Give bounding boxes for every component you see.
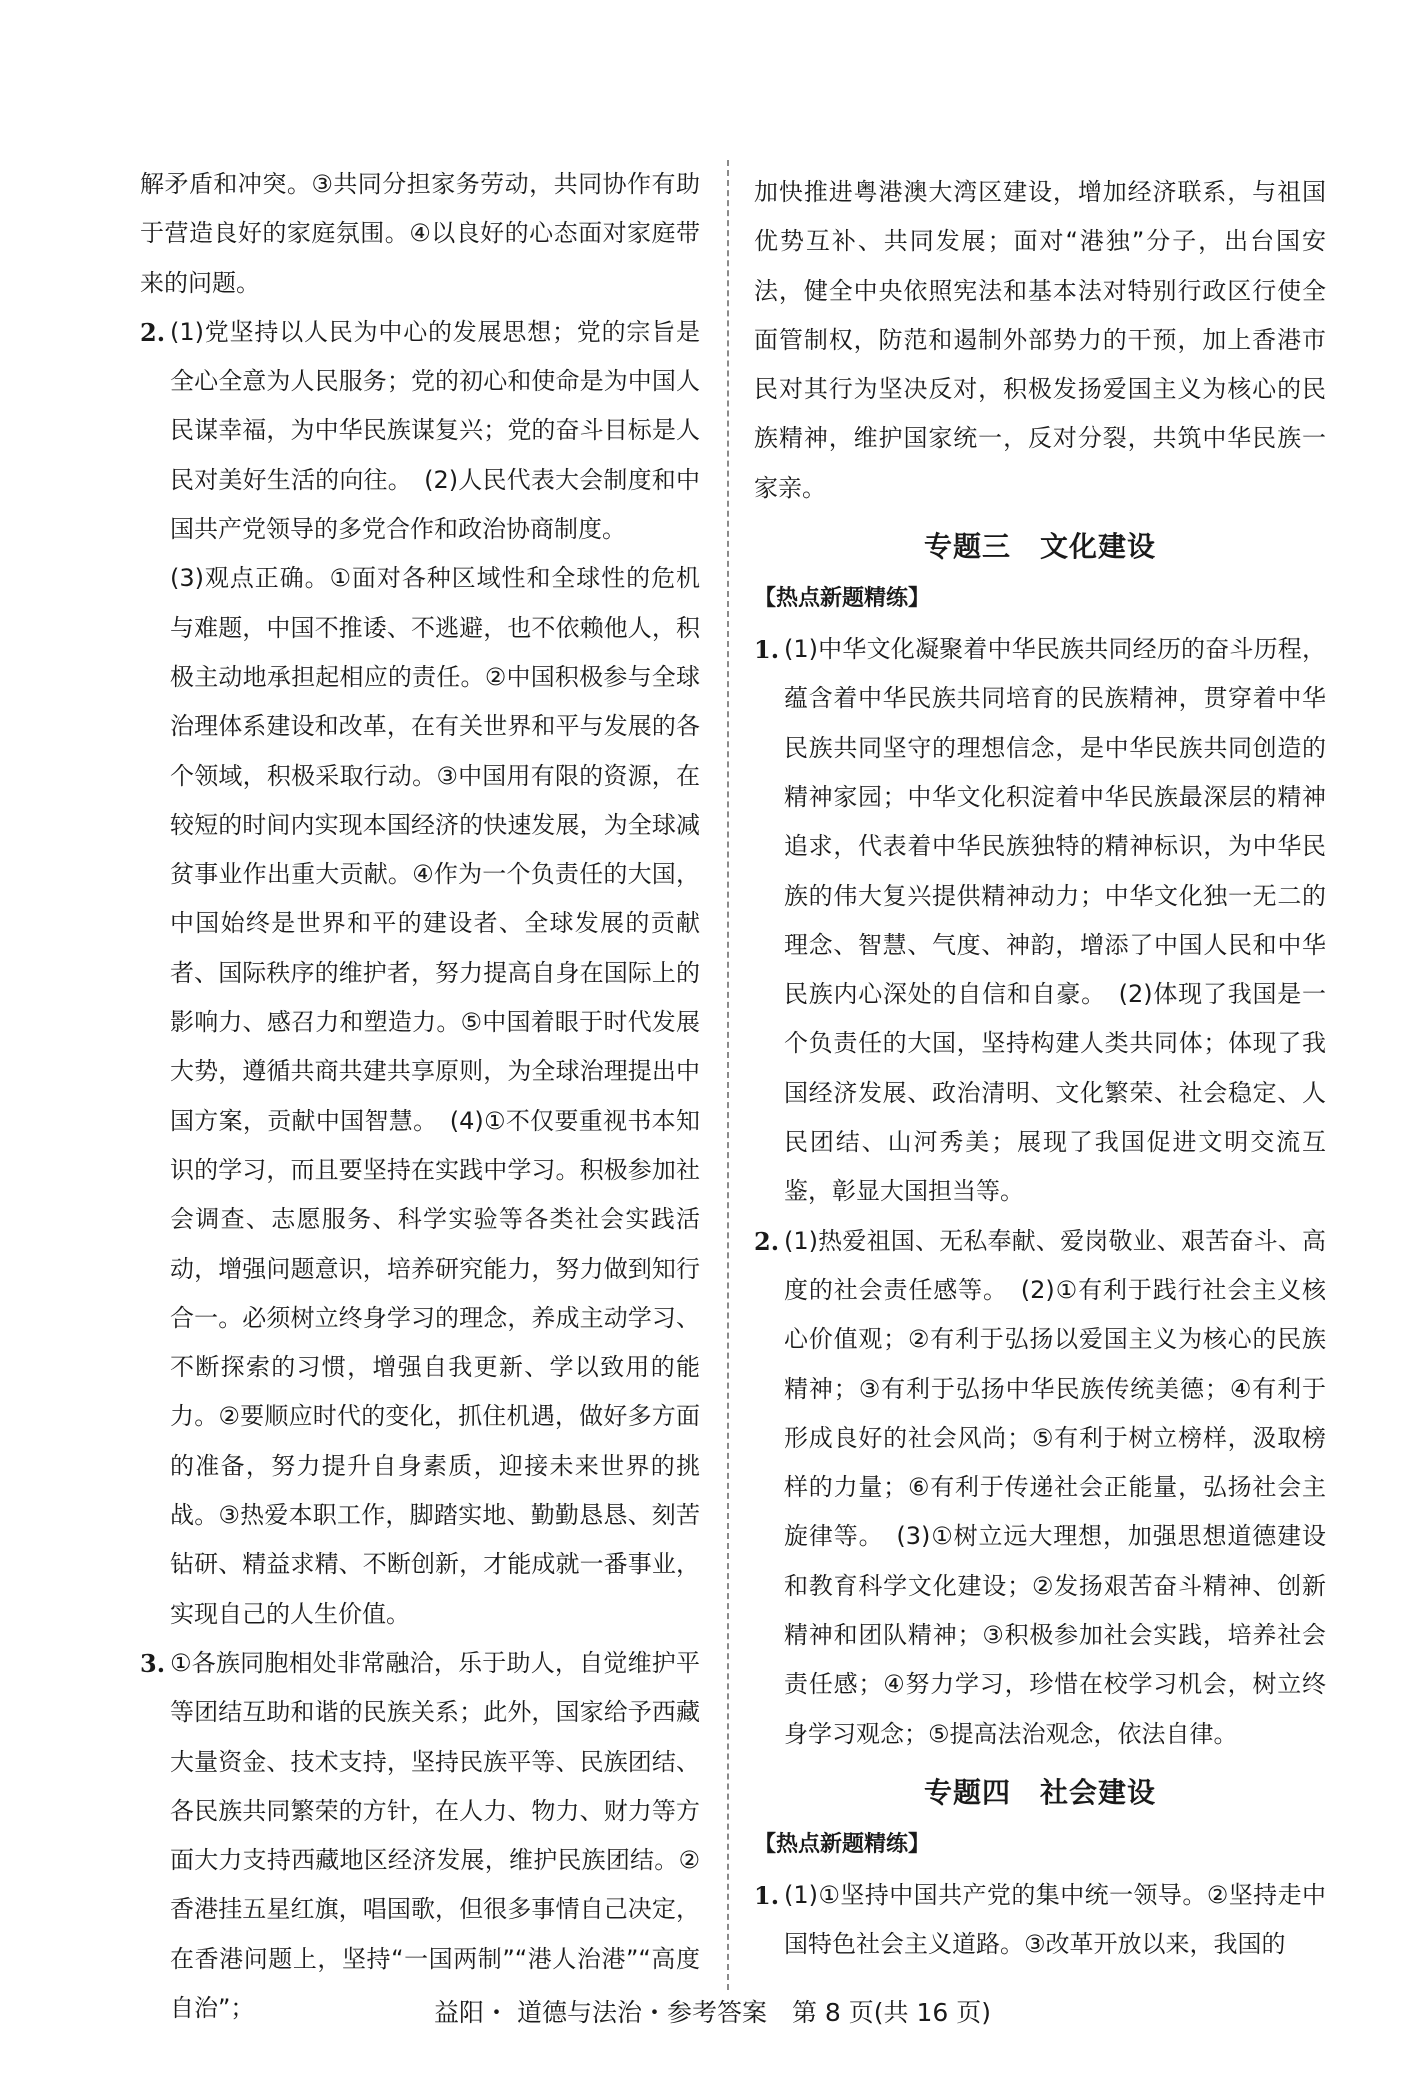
answer-paragraph: (1)中华文化凝聚着中华民族共同经历的奋斗历程，蕴含着中华民族共同培育的民族精神，贯穿着中华民族共同坚守的理想信念，是中华民族共同创造的精神家园；中华文化积淀着中华民族最深层的精神追求，代表着中华民族独特的精神标识，为中华民族的伟大复兴提供精神动力；中华文化独一无二的理念、智慧、气度、神韵，增添了中国人民和中华民族内心深处的自信和自豪。 (2)体现了我国是一个负责任的大国，坚持构建人类共同体；体现了我国经济发展、政治清明、文化繁荣、社会稳定、人民团结、山河秀美；展现了我国促进文明交流互鉴，彰显大国担当等。 [784,635,1326,1206]
answer-item-2 [754,1217,1326,1759]
answer-item-1 [754,1871,1326,1970]
item-number: 2. [754,1226,780,1256]
answer-item-2 [140,308,700,554]
section-tag: 【热点新题精练】 [754,586,931,612]
section-title-culture: 专题三 文化建设 [923,530,1156,564]
answer-paragraph: (1)热爱祖国、无私奉献、爱岗敬业、艰苦奋斗、高度的社会责任感等。 (2)①有利于践行社会主义核心价值观；②有利于弘扬以爱国主义为核心的民族精神；③有利于弘扬中华民族传统美德；④有利于形成良好的社会风尚；⑤有利于树立榜样，汲取榜样的力量；⑥有利于传递社会正能量，弘扬社会主旋律等。 (3)①树立远大理想，加强思想道德建设和教育科学文化建设；②发扬艰苦奋斗精神、创新精神和团队精神；③积极参加社会实践，培养社会责任感；④努力学习，珍惜在校学习机会，树立终身学习观念；⑤提高法治观念，依法自律。 [784,1226,1326,1748]
answer-item-1 [754,625,1326,1217]
answer-paragraph: (1)党坚持以人民为中心的发展思想；党的宗旨是全心全意为人民服务；党的初心和使命是为中国人民谋幸福，为中华民族谋复兴；党的奋斗目标是人民对美好生活的向往。 (2)人民代表大会制度和中国共产党领导的多党合作和政治协商制度。 [170,317,700,544]
section-tag: 【热点新题精练】 [754,1831,931,1857]
answer-paragraph: (3)观点正确。①面对各种区域性和全球性的危机与难题，中国不推诿、不逃避，也不依赖他人，积极主动地承担起相应的责任。②中国积极参与全球治理体系建设和改革，在有关世界和平与发展的各个领域，积极采取行动。③中国用有限的资源，在较短的时间内实现本国经济的快速发展，为全球减贫事业作出重大贡献。④作为一个负责任的大国，中国始终是世界和平的建设者、全球发展的贡献者、国际秩序的维护者，努力提高自身在国际上的影响力、感召力和塑造力。⑤中国着眼于时代发展大势，遵循共商共建共享原则，为全球治理提出中国方案，贡献中国智慧。 (4)①不仅要重视书本知识的学习，而且要坚持在实践中学习。积极参加社会调查、志愿服务、科学实验等各类社会实践活动，增强问题意识，培养研究能力，努力做到知行合一。必须树立终身学习的理念，养成主动学习、不断探索的习惯，增强自我更新、学以致用的能力。②要顺应时代的变化，抓住机遇，做好多方面的准备，努力提升自身素质，迎接未来世界的挑战。③热爱本职工作，脚踏实地、勤勤恳恳、刻苦钻研、精益求精、不断创新，才能成就一番事业，实现自己的人生价值。 [170,564,700,1628]
answer-paragraph: (1)①坚持中国共产党的集中统一领导。②坚持走中国特色社会主义道路。③改革开放以来，我国的 [784,1880,1326,1959]
left-column [140,160,700,2033]
continued-paragraph: 加快推进粤港澳大湾区建设，增加经济联系，与祖国优势互补、共同发展；面对“港独”分子，出台国安法，健全中央依照宪法和基本法对特别行政区行使全面管制权，防范和遏制外部势力的干预，加上香港市民对其行为坚决反对，积极发扬爱国主义为核心的民族精神，维护国家统一，反对分裂，共筑中华民族一家亲。 [754,178,1326,502]
item-number: 3. [140,1648,166,1678]
answer-paragraph: ①各族同胞相处非常融洽，乐于助人，自觉维护平等团结互助和谐的民族关系；此外，国家给予西藏大量资金、技术支持，坚持民族平等、民族团结、各民族共同繁荣的方针，在人力、物力、财力等方面大力支持西藏地区经济发展，维护民族团结。②香港挂五星红旗，唱国歌，但很多事情自己决定，在香港问题上，坚持“一国两制”“港人治港”“高度自治”； [170,1648,700,2022]
right-column [754,168,1326,1970]
column-divider [727,160,729,1990]
item-number: 2. [140,317,166,347]
section-title-society: 专题四 社会建设 [923,1775,1156,1809]
answer-item-3 [140,1639,700,2033]
item-number: 1. [754,1880,780,1910]
page-footer: 益阳・ 道德与法治・参考答案 第 8 页(共 16 页) [434,1998,991,2027]
item-number: 1. [754,635,780,665]
continued-paragraph: 解矛盾和冲突。③共同分担家务劳动，共同协作有助于营造良好的家庭氛围。④以良好的心态面对家庭带来的问题。 [140,170,700,297]
